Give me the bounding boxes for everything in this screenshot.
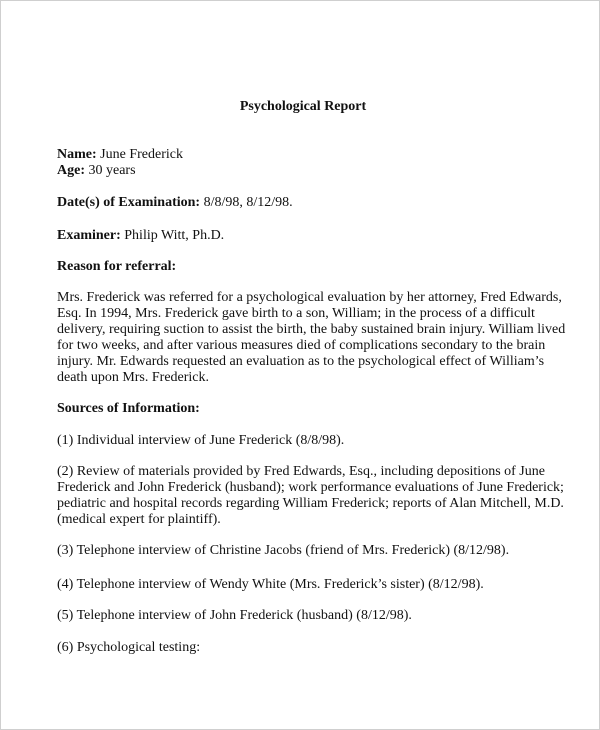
- name-label: Name:: [57, 147, 97, 162]
- dates-line: [57, 195, 293, 211]
- report-title: Psychological Report: [239, 99, 367, 114]
- source-item-2: [57, 464, 564, 528]
- examiner-value: Philip Witt, Ph.D.: [124, 228, 225, 243]
- reason-line: injury. Mr. Edwards requested an evaluation as to the psychological effect of William’s: [57, 354, 545, 369]
- dates-label: Date(s) of Examination:: [57, 195, 201, 210]
- source-2-line: Frederick and John Frederick (husband); work performance evaluations of June Frederick;: [57, 480, 564, 495]
- reason-line: for two weeks, and after various measures died of complications secondary to the brain: [57, 338, 546, 353]
- name-line: [57, 147, 183, 163]
- dates-value: 8/8/98, 8/12/98.: [203, 195, 293, 210]
- sources-heading: Sources of Information:: [57, 401, 200, 416]
- source-item-1: (1) Individual interview of June Frederick (8/8/98).: [57, 433, 345, 448]
- source-2-line: (2) Review of materials provided by Fred Edwards, Esq., including depositions of June: [57, 464, 545, 479]
- reason-heading: Reason for referral:: [57, 259, 177, 274]
- age-line: [57, 163, 136, 179]
- examiner-label: Examiner:: [57, 228, 121, 243]
- reason-paragraph: [57, 290, 566, 386]
- source-2-line: (medical expert for plaintiff).: [57, 512, 221, 527]
- reason-line: death upon Mrs. Frederick.: [57, 370, 210, 385]
- reason-line: delivery, requiring suction to assist the birth, the baby sustained brain injury. William lived: [57, 322, 566, 337]
- reason-line: Mrs. Frederick was referred for a psychological evaluation by her attorney, Fred Edwards,: [57, 290, 562, 305]
- source-item-6: (6) Psychological testing:: [57, 640, 201, 655]
- source-2-line: pediatric and hospital records regarding William Frederick; reports of Alan Mitchell, M.D.: [57, 496, 564, 511]
- source-item-3: (3) Telephone interview of Christine Jacobs (friend of Mrs. Frederick) (8/12/98).: [57, 543, 510, 558]
- source-item-5: (5) Telephone interview of John Frederick (husband) (8/12/98).: [57, 608, 412, 623]
- age-label: Age:: [57, 163, 85, 178]
- age-value: 30 years: [88, 163, 136, 178]
- source-item-4: (4) Telephone interview of Wendy White (Mrs. Frederick’s sister) (8/12/98).: [57, 577, 484, 592]
- reason-line: Esq. In 1994, Mrs. Frederick gave birth to a son, William; in the process of a difficult: [57, 306, 535, 321]
- examiner-line: [57, 228, 224, 244]
- name-value: June Frederick: [100, 147, 183, 162]
